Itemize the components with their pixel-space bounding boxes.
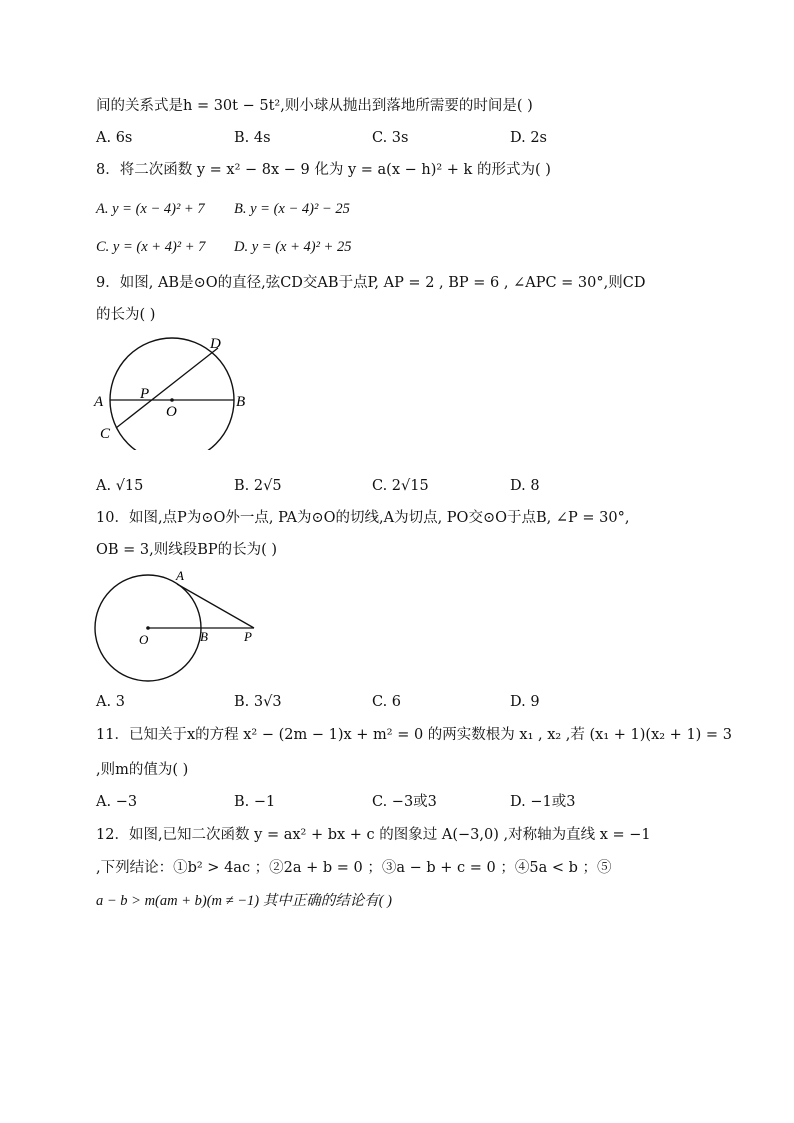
q10-option-d: D. 9 [510, 694, 540, 710]
q7-option-a: A. 6s [96, 130, 133, 146]
q10-label-a: A [176, 568, 184, 583]
q10-tangent-figure [90, 565, 270, 685]
q11-option-b: B. −1 [234, 794, 276, 810]
q9-stem-line2: 的长为( ) [96, 307, 156, 323]
q8-option-a: A. y = (x − 4)² + 7 [96, 201, 205, 217]
q9-option-a: A. √15 [96, 478, 144, 494]
q8-option-b: B. y = (x − 4)² − 25 [234, 201, 350, 217]
q7-stem-tail: 间的关系式是h = 30t − 5t²,则小球从抛出到落地所需要的时间是( ) [96, 98, 533, 114]
q9-label-p: P [140, 386, 150, 402]
q9-option-b: B. 2√5 [234, 478, 282, 494]
q10-tangent-pa [177, 584, 254, 628]
q10-option-c: C. 6 [372, 694, 402, 710]
q8-stem: 8．将二次函数 y = x² − 8x − 9 化为 y = a(x − h)² + k 的形式为( ) [96, 162, 551, 178]
q7-option-b: B. 4s [234, 130, 271, 146]
q9-circle [110, 338, 234, 450]
q7-option-c: C. 3s [372, 130, 409, 146]
q11-stem-line2: ,则m的值为( ) [96, 762, 189, 778]
q9-center-point [170, 398, 174, 402]
q8-option-d: D. y = (x + 4)² + 25 [234, 239, 352, 255]
q9-label-c: C [100, 426, 111, 442]
q7-option-d: D. 2s [510, 130, 547, 146]
q10-center-point [146, 626, 150, 630]
q9-label-a: A [94, 394, 104, 410]
q10-label-o: O [139, 632, 149, 647]
q10-option-b: B. 3√3 [234, 694, 282, 710]
q9-label-d: D [210, 336, 221, 352]
q9-circle-figure [90, 330, 260, 450]
q9-label-o: O [166, 404, 177, 420]
q11-option-c: C. −3或3 [372, 794, 437, 810]
q11-option-d: D. −1或3 [510, 794, 576, 810]
q12-stem-line2: ,下列结论：①b² > 4ac ；②2a + b = 0 ；③a − b + c = 0 ；④5a < b ；⑤ [96, 860, 612, 876]
q10-stem-line1: 10．如图,点P为⊙O外一点, PA为⊙O的切线,A为切点, PO交⊙O于点B, ∠P = 30°, [96, 510, 630, 526]
q9-label-b: B [236, 394, 246, 410]
q10-label-p: P [244, 629, 252, 644]
q11-option-a: A. −3 [96, 794, 138, 810]
q12-stem-line3: a − b > m(am + b)(m ≠ −1) 其中正确的结论有( ) [96, 893, 392, 909]
q10-label-b: B [200, 629, 208, 644]
q10-stem-line2: OB = 3,则线段BP的长为( ) [96, 542, 278, 558]
q12-stem-line1: 12．如图,已知二次函数 y = ax² + bx + c 的图象过 A(−3,0) ,对称轴为直线 x = −1 [96, 827, 651, 843]
q8-option-c: C. y = (x + 4)² + 7 [96, 239, 206, 255]
q9-stem-line1: 9．如图, AB是⊙O的直径,弦CD交AB于点P, AP = 2 , BP = 6 , ∠APC = 30°,则CD [96, 275, 646, 291]
q9-option-c: C. 2√15 [372, 478, 429, 494]
q9-option-d: D. 8 [510, 478, 540, 494]
q11-stem-line1: 11．已知关于x的方程 x² − (2m − 1)x + m² = 0 的两实数根为 x₁ , x₂ ,若 (x₁ + 1)(x₂ + 1) = 3 [96, 727, 732, 743]
q10-option-a: A. 3 [96, 694, 125, 710]
